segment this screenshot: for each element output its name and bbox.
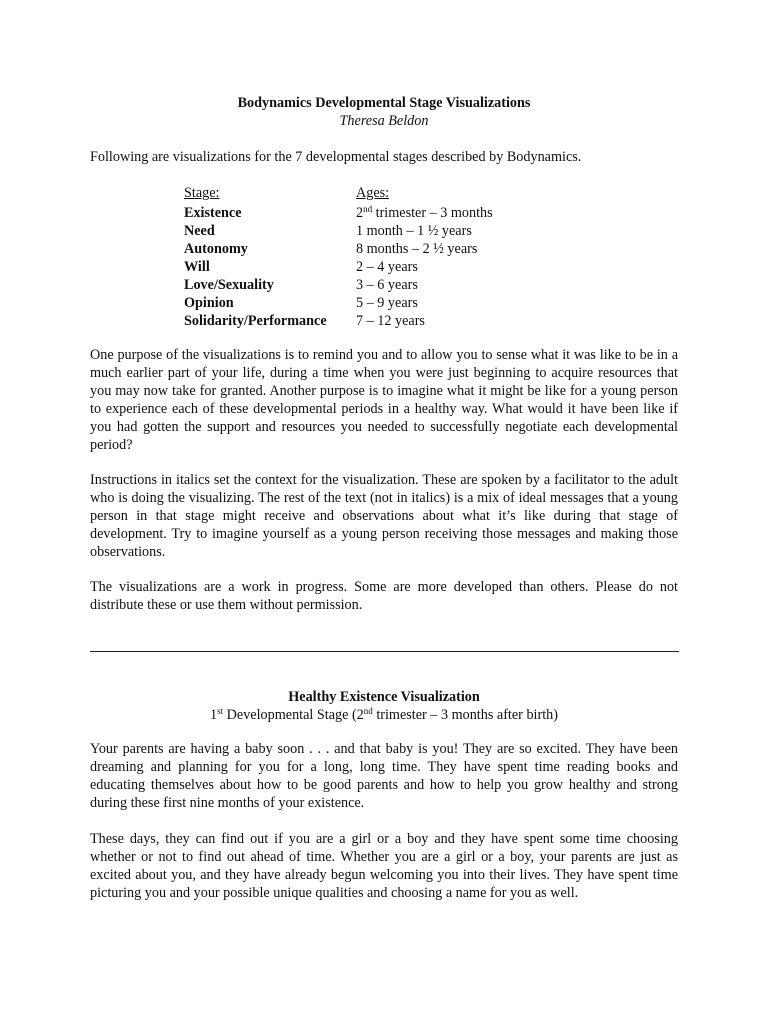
stage-age: 7 – 12 years [356, 313, 425, 329]
stage-row [184, 240, 584, 258]
stage-name: Need [184, 223, 215, 239]
stage-age: 8 months – 2 ½ years [356, 241, 478, 257]
section-divider [90, 651, 679, 652]
stage-row [184, 294, 584, 312]
stages-table-header [184, 184, 584, 202]
stage-name: Opinion [184, 295, 234, 311]
section-paragraph-1: Your parents are having a baby soon . . . and that baby is you! They are so excited. They have been dreaming and planning for you for a long, long time. They have spent time reading books and educating themselves about how to be good parents and how to help you grow healthy and strong during these first nine months of your existence. [90, 741, 678, 811]
stage-row [184, 276, 584, 294]
stage-row [184, 258, 584, 276]
stage-name: Existence [184, 205, 242, 221]
instructions-paragraph: Instructions in italics set the context for the visualization. These are spoken by a facilitator to the adult who is doing the visualizing. The rest of the text (not in italics) is a mix of ideal messages that a young person in that stage might receive and observations about what it’s like during that stage of development. Try to imagine yourself as a young person receiving those messages and making those observations. [90, 472, 678, 560]
section-subtitle: 1st Developmental Stage (2nd trimester – 3 months after birth) [210, 706, 558, 723]
document-author: Theresa Beldon [339, 113, 429, 129]
stage-age: 5 – 9 years [356, 295, 418, 311]
stage-age: 1 month – 1 ½ years [356, 223, 472, 239]
stage-age: 3 – 6 years [356, 277, 418, 293]
stage-row [184, 312, 584, 330]
stage-row [184, 204, 584, 222]
purpose-paragraph: One purpose of the visualizations is to remind you and to allow you to sense what it was like to be in a much earlier part of your life, during a time when you were just beginning to acquire resources that you may now take for granted. Another purpose is to imagine what it might be like for a young person to experience each of these developmental periods in a healthy way. What would it have been like if you had gotten the support and resources you needed to successfully negotiate each developmental period? [90, 347, 678, 453]
ages-column-header: Ages: [356, 185, 390, 201]
progress-paragraph: The visualizations are a work in progress. Some are more developed than others. Please do not distribute these or use them without permission. [90, 579, 678, 613]
stage-age: 2 – 4 years [356, 259, 418, 275]
stage-name: Love/Sexuality [184, 277, 274, 293]
stage-name: Autonomy [184, 241, 248, 257]
intro-paragraph: Following are visualizations for the 7 developmental stages described by Bodynamics. [90, 149, 582, 165]
document-title: Bodynamics Developmental Stage Visualizations [237, 95, 531, 111]
stage-column-header: Stage: [184, 185, 220, 201]
stage-row [184, 222, 584, 240]
stage-age: 2nd trimester – 3 months [356, 204, 493, 221]
stages-table [184, 184, 584, 330]
section-title: Healthy Existence Visualization [288, 689, 480, 705]
stage-name: Solidarity/Performance [184, 313, 327, 329]
section-paragraph-2: These days, they can find out if you are a girl or a boy and they have spent some time choosing whether or not to find out ahead of time. Whether you are a girl or a boy, your parents are just as excited about you, and they have already begun welcoming you into their lives. They have spent time picturing you and your possible unique qualities and choosing a name for you as well. [90, 831, 678, 901]
stage-name: Will [184, 259, 210, 275]
